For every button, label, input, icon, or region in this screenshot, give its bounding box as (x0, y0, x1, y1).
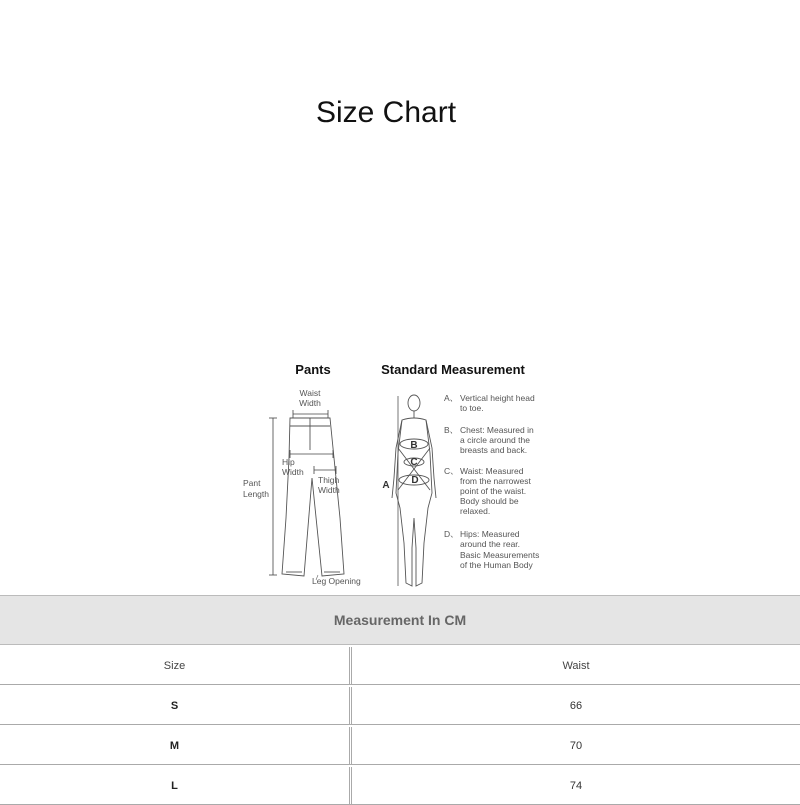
column-header-size: Size (0, 647, 350, 684)
note-c-line: Body should be (460, 496, 519, 506)
table-row (0, 687, 800, 725)
measurement-diagram (238, 358, 568, 593)
note-a-key: A、 (444, 393, 459, 403)
note-d-line: of the Human Body (460, 560, 533, 570)
note-d-line: Hips: Measured (460, 529, 520, 539)
size-cell: M (0, 727, 350, 764)
note-c-key: C、 (444, 466, 459, 476)
hip-width-label-line2: Width (282, 467, 304, 477)
note-d (444, 529, 539, 570)
note-a (444, 393, 535, 413)
marker-d: D (411, 475, 419, 486)
table-row (0, 727, 800, 765)
table-header-row (0, 647, 800, 685)
note-b-line: Chest: Measured in (460, 425, 534, 435)
note-c-line: Waist: Measured (460, 466, 524, 476)
note-c-line: point of the waist. (460, 486, 527, 496)
note-b-line: breasts and back. (460, 445, 528, 455)
note-d-line: around the rear. (460, 539, 521, 549)
pants-heading: Pants (295, 362, 331, 377)
waist-cell: 70 (351, 727, 800, 764)
marker-c: C (410, 457, 418, 468)
table-caption: Measurement In CM (0, 596, 800, 645)
pant-length-arrow (269, 418, 277, 575)
size-cell: S (0, 687, 350, 724)
waist-cell: 66 (351, 687, 800, 724)
note-c (444, 466, 531, 516)
leg-opening-label: Leg Opening (312, 576, 361, 586)
pant-length-label-line2: Length (243, 489, 269, 499)
note-b (444, 425, 534, 455)
pant-length-label-line1: Pant (243, 478, 261, 488)
hip-width-label-line1: Hip (282, 457, 295, 467)
note-d-key: D、 (444, 529, 459, 539)
page-title: Size Chart (315, 96, 457, 129)
note-a-line: to toe. (460, 403, 484, 413)
thigh-width-arrow (314, 466, 336, 474)
column-header-waist: Waist (351, 647, 800, 684)
note-b-key: B、 (444, 425, 459, 435)
size-table (0, 595, 800, 805)
table-row (0, 767, 800, 805)
note-c-line: relaxed. (460, 506, 491, 516)
note-a-line: Vertical height head (460, 393, 535, 403)
measurement-diagram-svg (238, 358, 568, 593)
thigh-width-label-line1: Thigh (318, 475, 340, 485)
human-figure-illustration (392, 395, 436, 586)
marker-b: B (410, 440, 418, 451)
size-cell: L (0, 767, 350, 804)
note-c-line: from the narrowest (460, 476, 531, 486)
waist-width-arrow (293, 410, 328, 418)
thigh-width-label-line2: Width (318, 485, 340, 495)
standard-measurement-heading: Standard Measurement (381, 362, 525, 377)
waist-width-label-line2: Width (299, 398, 321, 408)
note-d-line: Basic Measurements (460, 550, 540, 560)
pants-illustration (282, 418, 344, 576)
waist-cell: 74 (351, 767, 800, 804)
note-b-line: a circle around the (460, 435, 530, 445)
waist-width-label-line1: Waist (299, 388, 321, 398)
marker-a: A (382, 480, 390, 491)
hip-width-arrow (290, 450, 333, 458)
